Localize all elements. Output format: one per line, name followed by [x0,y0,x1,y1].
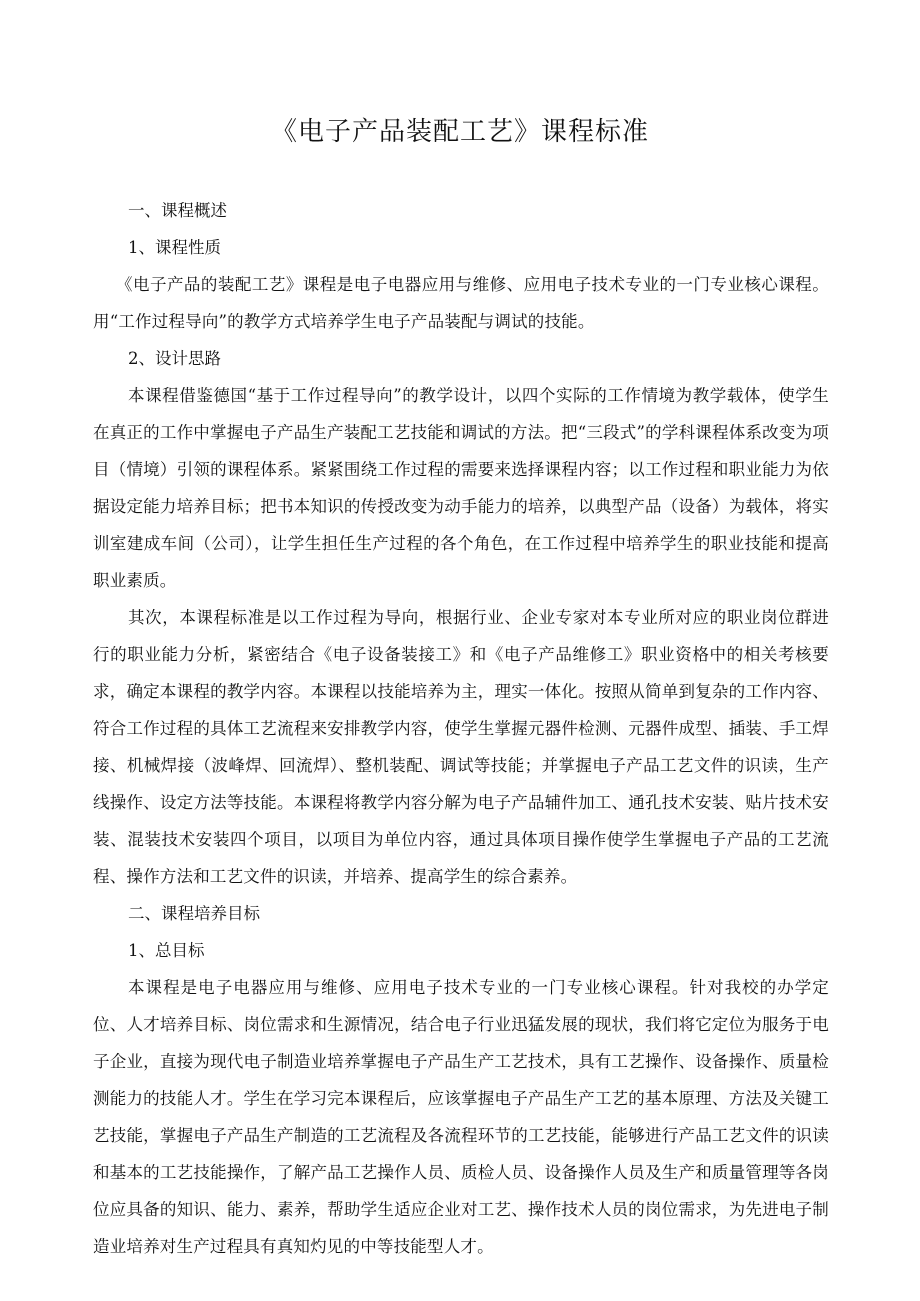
subsection-heading-course-nature: 1、课程性质 [128,238,221,257]
document-title: 《电子产品装配工艺》课程标准 [270,117,649,147]
subsection-heading-general-goal: 1、总目标 [128,941,205,960]
paragraph-course-nature: 《电子产品的装配工艺》课程是电子电器应用与维修、应用电子技术专业的一门专业核心课程。用“工作过程导向”的教学方式培养学生电子产品装配与调试的技能。 [93,275,829,331]
paragraph-design-idea-2: 其次，本课程标准是以工作过程为导向，根据行业、企业专家对本专业所对应的职业岗位群进行的职业能力分析，紧密结合《电子设备装接工》和《电子产品维修工》职业资格中的相关考核要求，确定本课程的教学内容。本课程以技能培养为主，理实一体化。按照从简单到复杂的工作内容、符合工作过程的具体工艺流程来安排教学内容，使学生掌握元器件检测、元器件成型、插装、手工焊接、机械焊接（波峰焊、回流焊）、整机装配、调试等技能；并掌握电子产品工艺文件的识读，生产线操作、设定方法等技能。本课程将教学内容分解为电子产品辅件加工、通孔技术安装、贴片技术安装、混装技术安装四个项目，以项目为单位内容，通过具体项目操作使学生掌握电子产品的工艺流程、操作方法和工艺文件的识读，并培养、提高学生的综合素养。 [93,608,829,886]
subsection-heading-design-idea: 2、设计思路 [128,349,221,368]
paragraph-design-idea-1: 本课程借鉴德国“基于工作过程导向”的教学设计，以四个实际的工作情境为教学载体，使学生在真正的工作中掌握电子产品生产装配工艺技能和调试的方法。把“三段式”的学科课程体系改变为项目（情境）引领的课程体系。紧紧围绕工作过程的需要来选择课程内容；以工作过程和职业能力为依据设定能力培养目标；把书本知识的传授改变为动手能力的培养，以典型产品（设备）为载体，将实训室建成车间（公司），让学生担任生产过程的各个角色，在工作过程中培养学生的职业技能和提高职业素质。 [93,386,829,590]
section-heading-overview: 一、课程概述 [128,201,227,220]
paragraph-general-goal: 本课程是电子电器应用与维修、应用电子技术专业的一门专业核心课程。针对我校的办学定位、人才培养目标、岗位需求和生源情况，结合电子行业迅猛发展的现状，我们将它定位为服务于电子企业，直接为现代电子制造业培养掌握电子产品生产工艺技术，具有工艺操作、设备操作、质量检测能力的技能人才。学生在学习完本课程后，应该掌握电子产品生产工艺的基本原理、方法及关键工艺技能，掌握电子产品生产制造的工艺流程及各流程环节的工艺技能，能够进行产品工艺文件的识读和基本的工艺技能操作，了解产品工艺操作人员、质检人员、设备操作人员及生产和质量管理等各岗位应具备的知识、能力、素养，帮助学生适应企业对工艺、操作技术人员的岗位需求，为先进电子制造业培养对生产过程具有真知灼见的中等技能型人才。 [93,978,829,1256]
document-body [93,192,829,1265]
section-heading-objectives: 二、课程培养目标 [128,904,260,923]
